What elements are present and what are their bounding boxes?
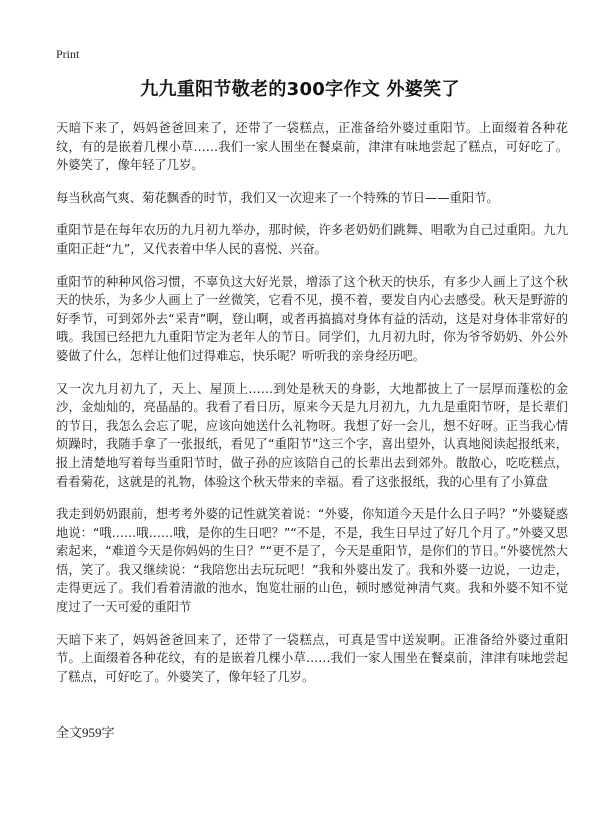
paragraph-4: 重阳节的种种风俗习惯，不辜负这大好光景，增添了这个秋天的快乐，有多少人画上了这个秋天的快乐，为多少人画上了一丝微笑，它看不见，摸不着，要发自内心去感受。秋天是野游的好季节，可到郊外去“采青”啊，登山啊，或者再搞搞对身体有益的活动，这是对身体非常好的哦。我国已经把九九重阳节定为老年人的节日。同学们，九月初九时，你为爷爷奶奶、外公外婆做了什么，怎样让他们过得难忘，快乐呢？听听我的亲身经历吧。 (56, 274, 568, 363)
paragraph-7: 天暗下来了，妈妈爸爸回来了，还带了一袋糕点，可真是雪中送炭啊。正准备给外婆过重阳节。上面缀着各种花纹，有的是嵌着几棵小草……我们一家人围坐在餐桌前，津津有味地尝起了糕点，可好吃了。外婆笑了，像年轻了几岁。 (56, 632, 568, 684)
paragraph-2: 每当秋高气爽、菊花飘香的时节，我们又一次迎来了一个特殊的节日——重阳节。 (56, 190, 499, 205)
paragraph-1: 天暗下来了，妈妈爸爸回来了，还带了一袋糕点，正准备给外婆过重阳节。上面缀着各种花纹，有的是嵌着几棵小草……我们一家人围坐在餐桌前，津津有味地尝起了糕点，可好吃了。外婆笑了，像年轻了几岁。 (56, 121, 568, 173)
article-body (56, 119, 568, 700)
word-count: 全文959字 (56, 725, 115, 740)
article-title: 九九重阳节敬老的300字作文 外婆笑了 (140, 79, 460, 100)
paragraph-5: 又一次九月初九了，天上、屋顶上……到处是秋天的身影，大地都披上了一层厚而蓬松的金沙，金灿灿的，亮晶晶的。我看了看日历，原来今天是九月初九，九九是重阳节呀，是长辈们的节日，我怎么会忘了呢，应该向她送什么礼物呀。我想了好一会儿，想不好呀。正当我心情烦躁时，我随手拿了一张报纸，看见了“重阳节”这三个字，喜出望外，认真地阅读起报纸来，报上清楚地写着每当重阳节时，做子孙的应该陪自己的长辈出去到郊外。散散心，吃吃糕点，看看菊花，这就是的礼物，体验这个秋天带来的幸福。看了这张报纸，我的心里有了小算盘 (56, 381, 568, 489)
paragraph-6: 我走到奶奶跟前，想考考外婆的记性就笑着说：“外婆，你知道今天是什么日子吗？”外婆疑惑地说：“哦……哦……哦，是你的生日吧？”“不是，不是，我生日早过了好几个月了。”外婆又思索起来，“难道今天是你妈妈的生日？”“更不是了，今天是重阳节，是你们的节日。”外婆恍然大悟，笑了。我又继续说：“我陪您出去玩玩吧！”我和外婆出发了。我和外婆一边说，一边走，走得更远了。我们看着清澈的池水，饱览壮丽的山色，顿时感觉神清气爽。我和外婆不知不觉度过了一天可爱的重阳节 (56, 507, 568, 615)
paragraph-3: 重阳节是在每年农历的九月初九举办，那时候，许多老奶奶们跳舞、唱歌为自己过重阳。九九重阳正赶“九”，又代表着中华人民的喜悦、兴奋。 (56, 223, 568, 256)
print-link[interactable]: Print (56, 47, 80, 61)
